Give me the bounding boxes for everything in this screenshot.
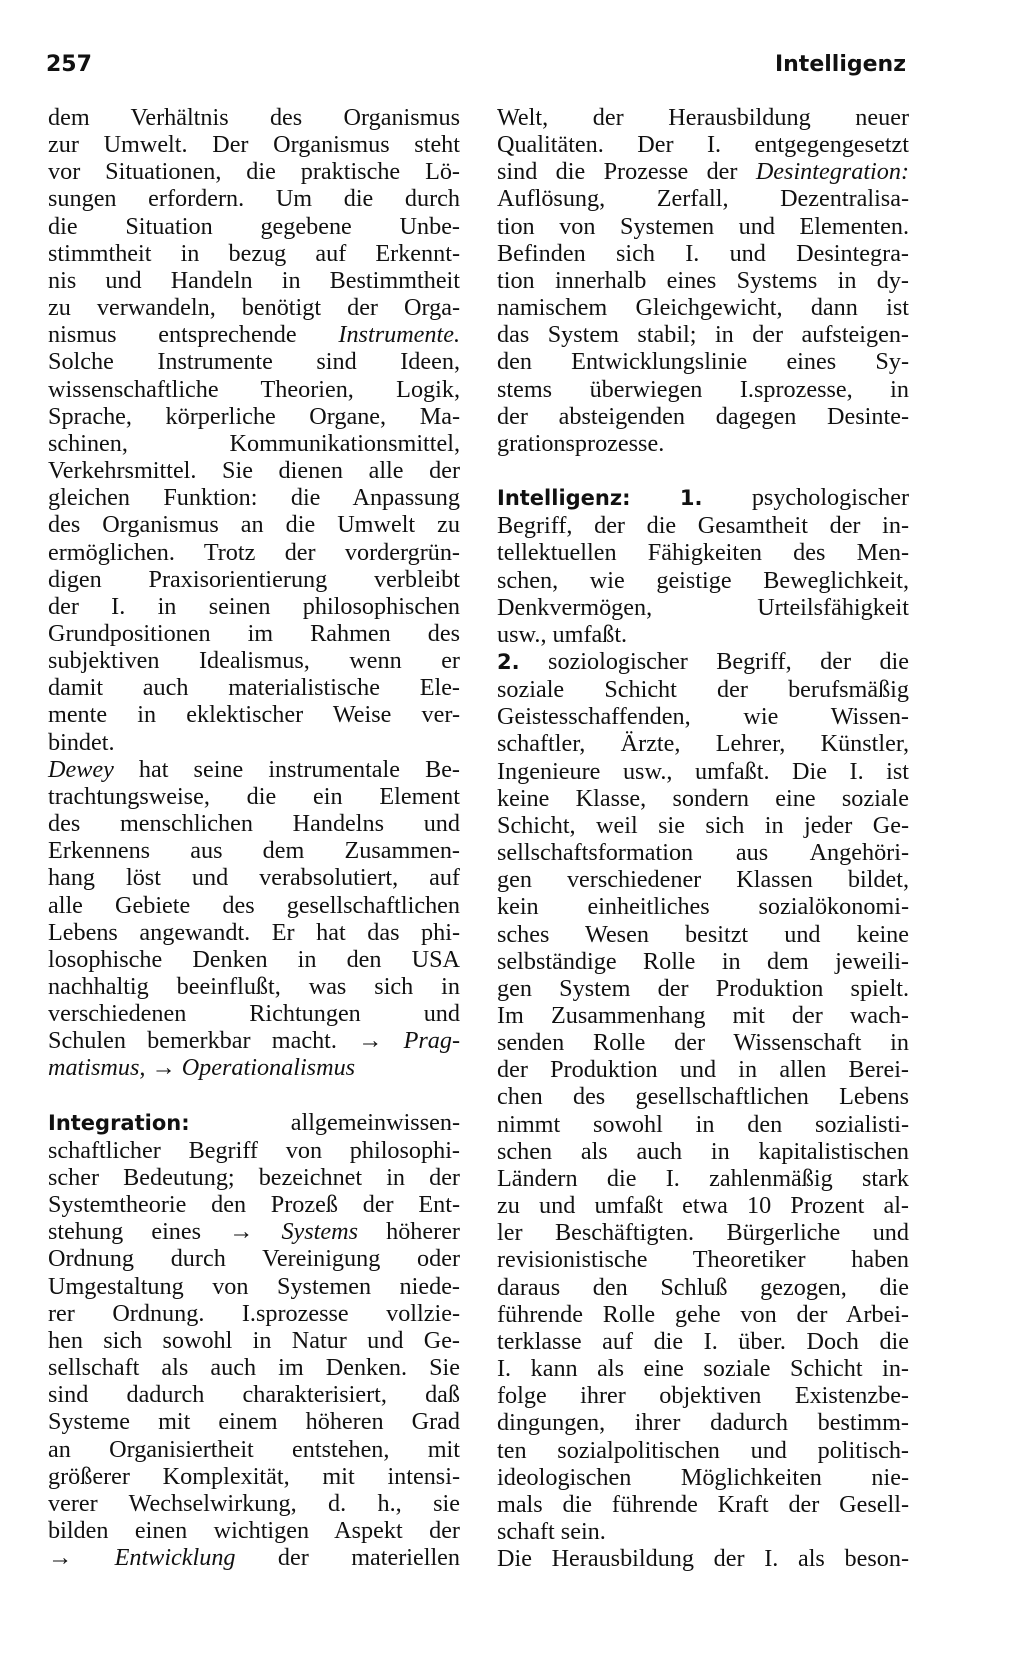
running-head: Intelligenz bbox=[774, 52, 906, 77]
text-line: Verkehrsmittel. Sie dienen alle der bbox=[48, 457, 460, 485]
integration-entry bbox=[48, 1109, 460, 1572]
text-line: Auflösung, Zerfall, Dezentralisa- bbox=[497, 185, 909, 213]
text-lines bbox=[48, 348, 460, 728]
text-line: der absteigenden dagegen Desinte- bbox=[497, 402, 909, 430]
text-line: den Entwicklungslinie eines Sy- bbox=[497, 348, 909, 376]
text-line: ten sozialpolitischen und politisch- bbox=[497, 1436, 909, 1464]
text-line: nachhaltig beeinflußt, was sich in bbox=[48, 973, 460, 1000]
text-line: Sprache, körperliche Organe, Ma- bbox=[48, 402, 460, 430]
text-line: usw., umfaßt. bbox=[497, 620, 628, 648]
text-line: hen sich sowohl in Natur und Ge- bbox=[48, 1326, 460, 1354]
text-line: sches Wesen besitzt und keine bbox=[497, 920, 909, 948]
page-number: 257 bbox=[46, 52, 92, 77]
text-line: namischem Gleichgewicht, dann ist bbox=[497, 294, 909, 322]
text-line: sellschaftsformation aus Angehöri- bbox=[497, 839, 909, 867]
text-lines bbox=[497, 676, 909, 1518]
text-line: wissenschaftliche Theorien, Logik, bbox=[48, 375, 460, 403]
sense-number-2: 2. bbox=[497, 649, 520, 674]
text-line: stehung eines → Systems höherer bbox=[48, 1218, 460, 1246]
text-line: kein einheitliches sozialökonomi- bbox=[497, 893, 909, 921]
headword-intelligenz: Intelligenz: bbox=[497, 486, 631, 511]
instrumentalismus-entry-continuation bbox=[48, 104, 460, 756]
text-line: digen Praxisorientierung verbleibt bbox=[48, 565, 460, 593]
text-line: keine Klasse, sondern eine soziale bbox=[497, 784, 909, 812]
text-line: revisionistische Theoretiker haben bbox=[497, 1246, 909, 1274]
text-line: gleichen Funktion: die Anpassung bbox=[48, 484, 460, 512]
text-line: schen, wie geistige Beweglichkeit, bbox=[497, 566, 909, 594]
text-line: schinen, Kommunikationsmittel, bbox=[48, 429, 460, 457]
text-line: Geistesschaffenden, wie Wissen- bbox=[497, 703, 909, 731]
text-line: stimmtheit in bezug auf Erkennt- bbox=[48, 239, 460, 267]
text-line: soziale Schicht der berufsmäßig bbox=[497, 676, 909, 704]
text-line: chen des gesellschaftlichen Lebens bbox=[497, 1083, 909, 1111]
text-line: grationsprozesse. bbox=[497, 429, 665, 457]
text-line: Qualitäten. Der I. entgegengesetzt bbox=[497, 131, 909, 159]
dewey-paragraph bbox=[48, 756, 460, 1082]
text-line: zu und umfaßt etwa 10 Prozent al- bbox=[497, 1192, 909, 1220]
left-column bbox=[48, 104, 460, 1571]
text-line: hang löst und verabsolutiert, auf bbox=[48, 864, 460, 892]
xref-entwicklung[interactable]: Entwicklung bbox=[114, 1544, 236, 1572]
text-line: ermöglichen. Trotz der vordergrün- bbox=[48, 538, 460, 566]
text-line: Systeme mit einem höheren Grad bbox=[48, 1408, 460, 1436]
text-line: Die Herausbildung der I. als beson- bbox=[497, 1545, 909, 1573]
text-line: der I. in seinen philosophischen bbox=[48, 592, 460, 620]
xref-operationalismus[interactable]: Operationalismus bbox=[181, 1054, 356, 1082]
text-line: Befinden sich I. und Desintegra- bbox=[497, 239, 909, 267]
xref-pragmatismus[interactable]: Prag- bbox=[403, 1027, 460, 1055]
text-line: nis und Handeln in Bestimmtheit bbox=[48, 266, 460, 294]
text-line: losophische Denken in den USA bbox=[48, 945, 460, 973]
desintegration-term: Desintegration: bbox=[755, 158, 909, 186]
text-lines bbox=[497, 512, 909, 621]
text-line: Integration: allgemeinwissen- bbox=[48, 1108, 460, 1136]
text-line: tellektuellen Fähigkeiten des Men- bbox=[497, 539, 909, 567]
instrumente-term: Instrumente. bbox=[338, 321, 460, 349]
text-line: I. kann als eine soziale Schicht in- bbox=[497, 1355, 909, 1383]
text-line: das System stabil; in der aufsteigen- bbox=[497, 321, 909, 349]
text-lines bbox=[48, 1245, 460, 1544]
text-line: an Organisiertheit entstehen, mit bbox=[48, 1435, 460, 1463]
text-line: nismus entsprechende Instrumente. bbox=[48, 321, 460, 349]
text-line: tion innerhalb eines Systems in dy- bbox=[497, 266, 909, 294]
text-line: Welt, der Herausbildung neuer bbox=[497, 104, 909, 131]
text-line: trachtungsweise, die ein Element bbox=[48, 782, 460, 810]
text-line: Systemtheorie den Prozeß der Ent- bbox=[48, 1191, 460, 1219]
text-line: mente in eklektischer Weise ver- bbox=[48, 701, 460, 729]
text-line: sind dadurch charakterisiert, daß bbox=[48, 1381, 460, 1409]
text-lines bbox=[497, 185, 909, 429]
text-line: Intelligenz: 1. psychologischer bbox=[497, 484, 909, 512]
text-line: daraus den Schluß gezogen, die bbox=[497, 1273, 909, 1301]
text-line: Ländern die I. zahlenmäßig stark bbox=[497, 1164, 909, 1192]
text-line: des Organismus an die Umwelt zu bbox=[48, 511, 460, 539]
text-line: Solche Instrumente sind Ideen, bbox=[48, 348, 460, 376]
text-line: sellschaft als auch im Denken. Sie bbox=[48, 1354, 460, 1382]
text-lines bbox=[497, 104, 909, 158]
text-line: führende Rolle gehe von der Arbei- bbox=[497, 1300, 909, 1328]
text-lines bbox=[48, 783, 460, 1027]
text-line: tion von Systemen und Elementen. bbox=[497, 212, 909, 240]
text-line: damit auch materialistische Ele- bbox=[48, 674, 460, 702]
text-line: schaftlicher Begriff von philosophi- bbox=[48, 1136, 460, 1164]
text-line: terklasse auf die I. über. Doch die bbox=[497, 1327, 909, 1355]
text-line: stems überwiegen I.sprozesse, in bbox=[497, 375, 909, 403]
text-line: ideologischen Möglichkeiten nie- bbox=[497, 1463, 909, 1491]
text-line: verer Wechselwirkung, d. h., sie bbox=[48, 1489, 460, 1517]
text-line: sind die Prozesse der Desintegration: bbox=[497, 158, 909, 186]
text-line: Dewey hat seine instrumentale Be- bbox=[48, 755, 460, 783]
text-line: gen System der Produktion spielt. bbox=[497, 974, 909, 1002]
xref-pragmatismus-cont[interactable]: matismus, bbox=[48, 1054, 146, 1082]
text-line: selbständige Rolle in dem jeweili- bbox=[497, 947, 909, 975]
text-line: Schulen bemerkbar macht. → Prag- bbox=[48, 1027, 460, 1055]
text-line: Ingenieure usw., umfaßt. Die I. ist bbox=[497, 757, 909, 785]
text-line: Erkennens aus dem Zusammen- bbox=[48, 837, 460, 865]
text-line: matismus, → Operationalismus bbox=[48, 1054, 356, 1082]
text-line: schen als auch in kapitalistischen bbox=[497, 1137, 909, 1165]
dewey-name: Dewey bbox=[48, 755, 114, 783]
text-lines bbox=[48, 1137, 460, 1218]
text-line: alle Gebiete des gesellschaftlichen bbox=[48, 891, 460, 919]
text-line: folge ihrer objektiven Existenzbe- bbox=[497, 1382, 909, 1410]
text-line: Ordnung durch Vereinigung oder bbox=[48, 1245, 460, 1273]
text-line: schaft sein. bbox=[497, 1517, 606, 1545]
xref-systems[interactable]: Systems bbox=[281, 1218, 359, 1246]
text-line: Grundpositionen im Rahmen des bbox=[48, 619, 460, 647]
text-line: gen verschiedener Klassen bildet, bbox=[497, 866, 909, 894]
text-line: subjektiven Idealismus, wenn er bbox=[48, 647, 460, 675]
text-line: der Produktion und in allen Berei- bbox=[497, 1056, 909, 1084]
headword-integration: Integration: bbox=[48, 1110, 190, 1135]
text-line: bindet. bbox=[48, 728, 115, 756]
text-line: größerer Komplexität, mit intensi- bbox=[48, 1462, 460, 1490]
text-line: rer Ordnung. I.sprozesse vollzie- bbox=[48, 1299, 460, 1327]
text-line: → Entwicklung der materiellen bbox=[48, 1544, 460, 1572]
text-line: dingungen, ihrer dadurch bestimm- bbox=[497, 1409, 909, 1437]
text-line: mals die führende Kraft der Gesell- bbox=[497, 1490, 909, 1518]
text-line: vor Situationen, die praktische Lö- bbox=[48, 158, 460, 186]
text-lines bbox=[48, 104, 460, 321]
intelligenz-entry bbox=[497, 484, 909, 1572]
text-line: scher Bedeutung; bezeichnet in der bbox=[48, 1163, 460, 1191]
text-line: zu verwandeln, benötigt der Orga- bbox=[48, 294, 460, 322]
text-line: zur Umwelt. Der Organismus steht bbox=[48, 131, 460, 159]
text-line: schaftler, Ärzte, Lehrer, Künstler, bbox=[497, 730, 909, 758]
right-column bbox=[497, 104, 909, 1572]
sense-number-1: 1. bbox=[679, 486, 703, 511]
text-line: Im Zusammenhang mit der wach- bbox=[497, 1002, 909, 1029]
integration-entry-continuation bbox=[497, 104, 909, 457]
text-line: 2. soziologischer Begriff, der die bbox=[497, 647, 909, 675]
text-line: Lebens angewandt. Er hat das phi- bbox=[48, 918, 460, 946]
text-line: nimmt sowohl in den sozialisti- bbox=[497, 1110, 909, 1138]
text-line: senden Rolle der Wissenschaft in bbox=[497, 1029, 909, 1057]
text-line: des menschlichen Handelns und bbox=[48, 810, 460, 838]
text-line: bilden einen wichtigen Aspekt der bbox=[48, 1516, 460, 1544]
text-line: ler Beschäftigten. Bürgerliche und bbox=[497, 1219, 909, 1247]
text-line: Schicht, weil sie sich in jeder Ge- bbox=[497, 811, 909, 839]
text-line: Begriff, der die Gesamtheit der in- bbox=[497, 512, 909, 540]
text-line: sungen erfordern. Um die durch bbox=[48, 185, 460, 213]
text-line: verschiedenen Richtungen und bbox=[48, 1000, 460, 1028]
text-line: Umgestaltung von Systemen niede- bbox=[48, 1272, 460, 1300]
text-line: die Situation gegebene Unbe- bbox=[48, 212, 460, 240]
text-line: dem Verhältnis des Organismus bbox=[48, 104, 460, 131]
text-line: Denkvermögen, Urteilsfähigkeit bbox=[497, 593, 909, 621]
